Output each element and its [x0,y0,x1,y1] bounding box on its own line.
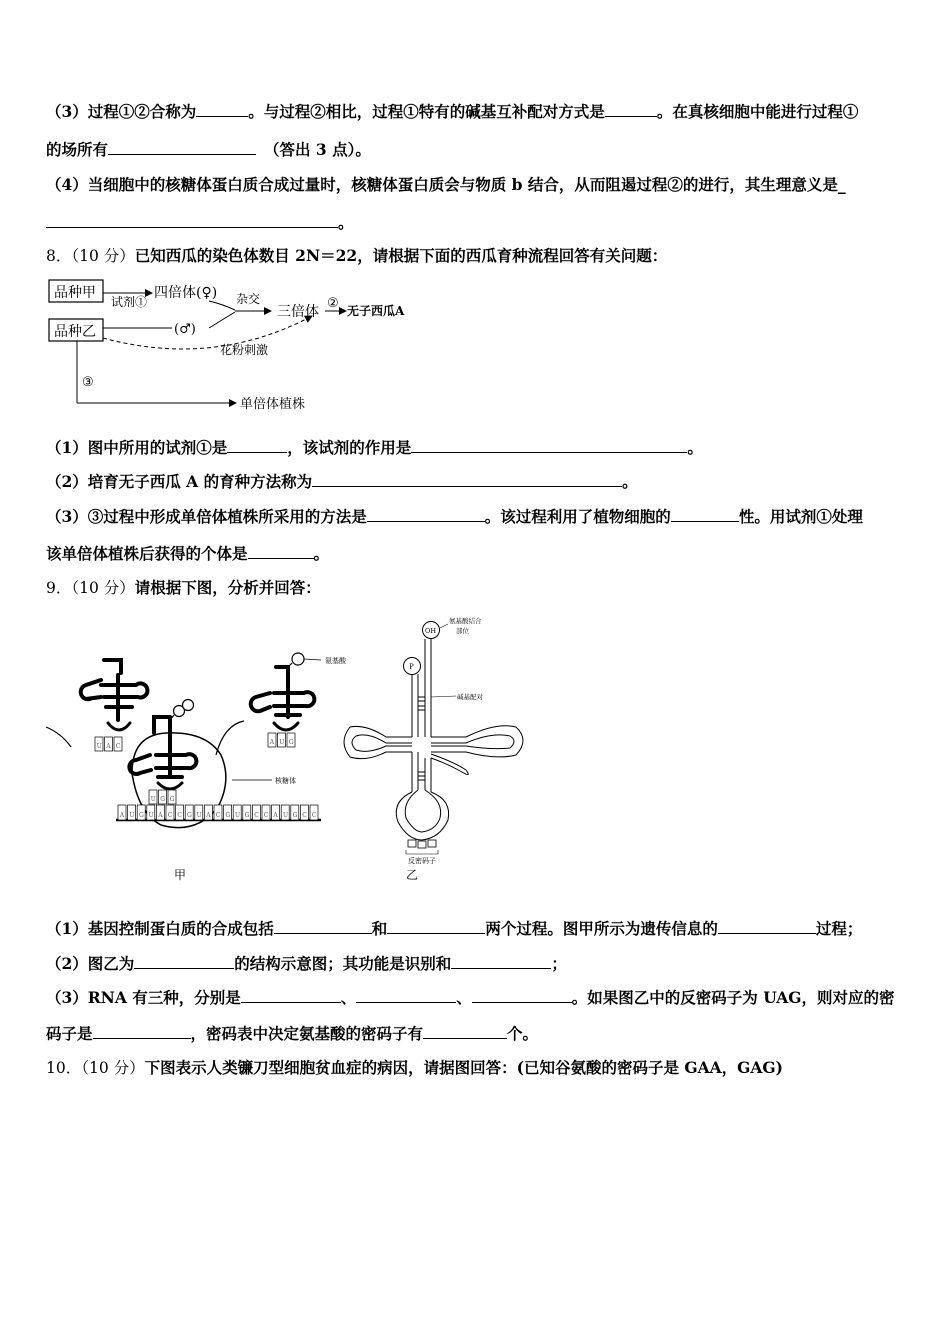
anticodon-group [268,733,295,747]
q9-p2-text-b: 的结构示意图；其功能是识别和 [234,954,452,973]
base-letter: G [160,796,166,803]
q9-p1-text-b: 和 [371,919,388,938]
fig-a-caption: 甲 [174,868,187,882]
base-letter: C [302,812,307,819]
cross-label: 杂交 [236,292,261,306]
q9-p3-text-b: 、 [340,988,357,1007]
base-letter: C [263,812,269,819]
aa-site-label: 氨基酸结合 [449,617,482,625]
answer-blank[interactable] [274,919,372,934]
q8-p2-text-a: （2）培育无子西瓜 A 的育种方法称为 [46,472,313,491]
base-letter: G [244,812,250,819]
base-letter: C [115,743,121,750]
base-letter: A [269,739,275,746]
q9-p3-text-f: ，密码表中决定氨基酸的密码子有 [190,1024,424,1043]
base-letter: A [119,812,125,819]
oh-label: OH [425,627,436,635]
q8-stem-text: 已知西瓜的染色体数目 2N＝22，请根据下面的西瓜育种流程回答有关问题： [134,246,668,265]
q9-p3-text-a: （3）RNA 有三种，分别是 [46,988,241,1007]
q8-p3-text-a: （3）③过程中形成单倍体植株所采用的方法是 [46,507,367,526]
amino-acid-pointer [304,659,321,660]
answer-blank[interactable] [46,213,338,228]
base-letter: C [254,812,259,819]
answer-blank[interactable] [472,988,572,1003]
base-letter: U [148,812,154,819]
amino-acid-label: 氨基酸 [325,657,346,665]
q7-p3-text-d: 的场所有 [46,140,109,159]
haploid-label: 单倍体植株 [240,397,306,412]
q8-p3-text-e: 。 [313,544,330,563]
answer-blank[interactable] [241,988,341,1003]
answer-blank[interactable] [248,544,314,559]
cross-line-top [209,301,235,310]
answer-blank[interactable] [387,919,485,934]
q10-number: 10． [46,1059,82,1077]
fig-b-trna-structure [336,612,536,890]
base-letter: G [288,739,294,746]
q9-number: 9． [46,579,72,597]
step3-label: ③ [82,375,94,390]
q8-p2-text-b: 。 [622,472,638,491]
q9-part3-line2 [46,1023,538,1045]
ribosome-label: 核糖体 [275,777,296,785]
q9-p1-text-d: 过程； [815,919,863,938]
pairing-label: 碱基配对 [457,693,483,701]
p-label: P [409,663,414,671]
cross-line-bottom [209,312,235,328]
q7-part3-line2 [46,139,371,161]
answer-blank[interactable] [451,954,551,969]
base-letter: U [279,739,285,746]
q9-p1-text-a: （1）基因控制蛋白质的合成包括 [46,919,274,938]
q8-p1-text-b: ，该试剂的作用是 [287,438,412,457]
anticodon-group [95,737,122,751]
q9-score: （10 分） [71,579,135,597]
q9-p3-text-d: 。如果图乙中的反密码子为 UAG，则对应的密 [571,988,895,1007]
tetraploid-label: 四倍体(♀) [154,285,218,301]
q9-stem [46,577,321,599]
q8-breeding-diagram [44,276,405,422]
q8-part3-line1 [46,506,863,528]
q9-p3-text-c: 、 [456,988,472,1007]
q9-p1-text-c: 两个过程。图甲所示为遗传信息的 [485,919,718,938]
base-letter: A [106,743,111,750]
pollen-label: 花粉刺激 [220,343,269,357]
variety-a-label: 品种甲 [54,285,96,301]
base-letter: U [150,796,156,803]
reagent-label: 试剂① [111,295,148,309]
q9-stem-text: 请根据下图，分析并回答： [134,578,321,597]
base-letter: C [311,812,317,819]
answer-blank[interactable] [93,1024,191,1039]
base-letter: U [196,812,202,819]
q7-p4-text-a: （4）当细胞中的核糖体蛋白质合成过量时，核糖体蛋白质会与物质 b 结合，从而阻遏过程②的进行，其生理意义是_ [46,175,846,194]
base-letter: G [169,796,175,803]
answer-blank[interactable] [423,1024,507,1039]
pollen-dashed-arrow [103,316,312,349]
q7-p3-text-b: 。与过程②相比，过程①特有的碱基互补配对方式是 [248,102,605,121]
answer-blank[interactable] [367,507,485,522]
variety-b-label: 品种乙 [54,324,96,340]
base-letter: U [96,743,102,750]
triploid-label: 三倍体 [277,304,319,320]
q7-part4-line2 [46,212,354,234]
q8-score: （10 分） [71,247,135,265]
q8-part2 [46,471,638,493]
q9-p3-text-g: 个。 [507,1024,539,1043]
q8-p3-text-d: 该单倍体植株后获得的个体是 [46,544,248,563]
q9-part1 [46,918,862,940]
anticodon-group [149,790,176,804]
q8-number: 8． [46,247,72,265]
q8-stem [46,245,667,267]
base-letter: C [215,812,221,819]
q8-part1 [46,437,703,459]
amino-acid-ball [183,700,194,711]
answer-blank[interactable] [108,140,256,155]
anticodon-base [428,840,436,847]
base-letter: U [283,812,289,819]
mrna-bases [118,805,318,820]
q9-part3-line1 [46,987,895,1009]
answer-blank[interactable] [356,988,456,1003]
answer-blank[interactable] [718,919,816,934]
amino-acid-ball [292,653,304,665]
answer-blank[interactable] [605,102,657,117]
base-letter: A [273,812,278,819]
fig-b-caption: 乙 [406,868,419,882]
aa-site-label-2: 部位 [456,627,469,635]
base-letter: A [158,812,163,819]
q7-part3-line1 [46,101,858,123]
q8-p1-text-a: （1）图中所用的试剂①是 [46,438,228,457]
base-letter: C [167,812,173,819]
q9-p3-text-e: 码子是 [46,1024,93,1043]
q7-part4-line1 [46,174,846,196]
answer-blank[interactable] [312,472,622,487]
q7-p3-text-a: （3）过程①②合称为 [46,102,197,121]
q8-p1-text-c: 。 [687,438,703,457]
base-letter: G [225,812,231,819]
base-letter: A [206,812,211,819]
step2-label: ② [327,296,339,311]
q7-p3-text-c: 。在真核细胞中能进行过程① [656,102,859,121]
anticodon-label: 反密码子 [408,857,436,865]
base-letter: G [187,812,192,819]
q7-p3-text-e: （答出 3 点）。 [264,140,371,159]
q8-part3-line2 [46,543,329,565]
base-letter: U [235,812,241,819]
base-letter: G [292,812,298,819]
answer-blank[interactable] [671,507,739,522]
q10-stem [46,1057,783,1079]
q7-p4-text-b: 。 [338,213,354,232]
answer-blank[interactable] [196,102,248,117]
base-letter: U [129,812,135,819]
anticodon-base [418,841,426,848]
q9-part2 [46,953,567,975]
answer-blank[interactable] [411,438,687,453]
q8-p3-text-b: 。该过程利用了植物细胞的 [484,507,671,526]
q9-p2-text-a: （2）图乙为 [46,954,135,973]
anticodon-base [408,840,416,847]
q10-score: （10 分） [81,1059,145,1077]
seedless-label: 无子西瓜A [347,304,405,318]
answer-blank[interactable] [134,954,234,969]
q9-p2-text-c: ； [551,954,567,973]
q10-stem-text: 下图表示人类镰刀型细胞贫血症的病因，请据图回答：(已知谷氨酸的密码子是 GAA，GAG) [144,1058,783,1077]
base-letter: G [139,812,144,819]
answer-blank[interactable] [227,438,287,453]
q8-p3-text-c: 性。用试剂①处理 [738,507,863,526]
base-letter: C [177,812,182,819]
male-label: (♂) [174,322,196,337]
pairing-pointer [431,696,456,697]
fig-a-translation [46,645,346,890]
